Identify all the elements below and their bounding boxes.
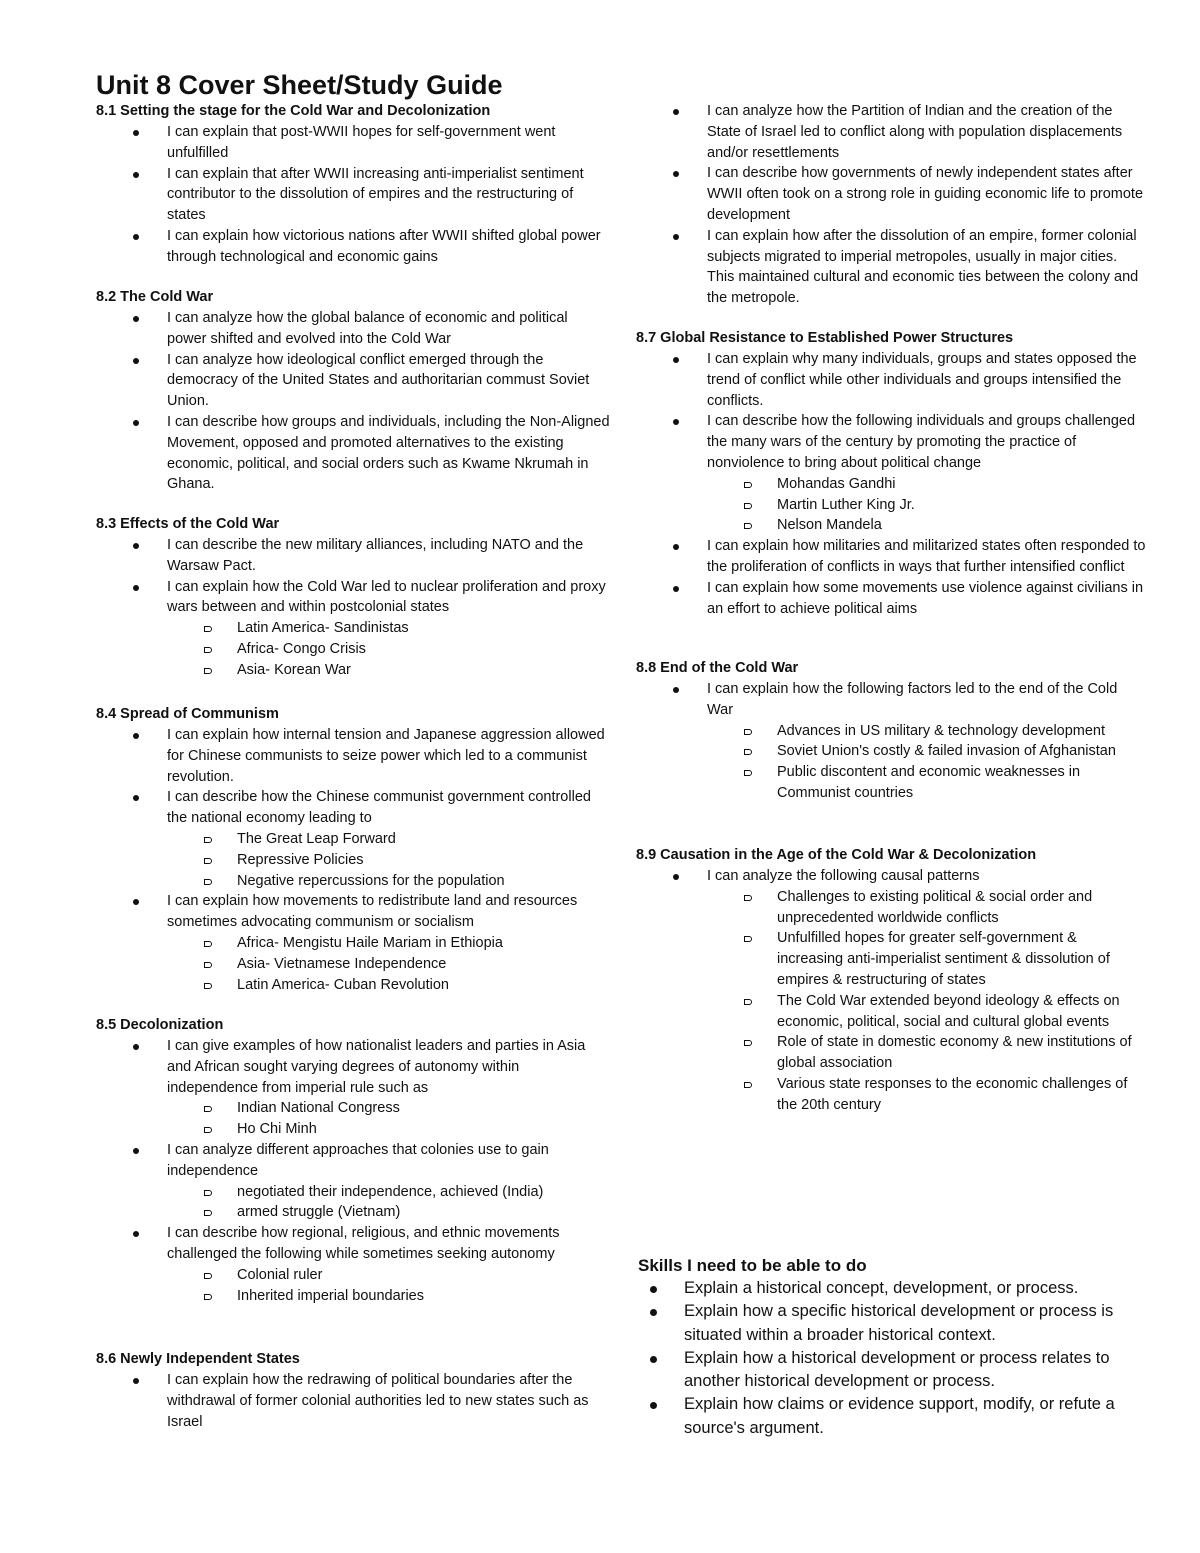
- objective-list: [636, 349, 1146, 619]
- objective-subitem: Advances in US military & technology development: [636, 721, 1146, 742]
- objective-subitem: armed struggle (Vietnam): [96, 1202, 611, 1223]
- objective-item: I can analyze different approaches that colonies use to gain independence: [96, 1140, 611, 1182]
- objective-subitem: Negative repercussions for the population: [96, 871, 611, 892]
- objective-list: [96, 535, 611, 681]
- objective-list: [636, 679, 1146, 804]
- objective-item: I can explain how internal tension and Japanese aggression allowed for Chinese communists to seize power which led to a communist revolution.: [96, 725, 611, 787]
- section-left_sections-5: [96, 1349, 611, 1432]
- section-left_sections-1: [96, 287, 611, 495]
- objective-item: I can analyze how the Partition of Indian and the creation of the State of Israel led to conflict along with population displacements and/or resettlements: [636, 101, 1146, 163]
- objective-item: I can explain how victorious nations after WWII shifted global power through technological and economic gains: [96, 226, 611, 268]
- objective-list: [96, 1036, 611, 1306]
- objective-item: I can explain that after WWII increasing anti-imperialist sentiment contributor to the dissolution of empires and the restructuring of states: [96, 164, 611, 226]
- objective-item: I can analyze how the global balance of economic and political power shifted and evolved into the Cold War: [96, 308, 611, 350]
- objective-subitem: Indian National Congress: [96, 1098, 611, 1119]
- section-heading: 8.3 Effects of the Cold War: [96, 516, 280, 532]
- objective-item: I can analyze the following causal patterns: [636, 866, 1146, 887]
- objective-item: I can explain how some movements use violence against civilians in an effort to achieve political aims: [636, 578, 1146, 620]
- section-heading: 8.2 The Cold War: [96, 289, 214, 305]
- objective-item: I can describe how the following individuals and groups challenged the many wars of the century by promoting the practice of nonviolence to bring about political change: [636, 411, 1146, 473]
- section-heading: 8.5 Decolonization: [96, 1017, 224, 1033]
- section-heading: 8.6 Newly Independent States: [96, 1351, 300, 1367]
- objective-subitem: Asia- Vietnamese Independence: [96, 954, 611, 975]
- objective-subitem: Latin America- Sandinistas: [96, 618, 611, 639]
- objective-subitem: Mohandas Gandhi: [636, 474, 1146, 495]
- objective-item: I can give examples of how nationalist leaders and parties in Asia and African sought varying degrees of autonomy within independence from imperial rule such as: [96, 1036, 611, 1098]
- objective-subitem: Ho Chi Minh: [96, 1119, 611, 1140]
- objective-subitem: Various state responses to the economic challenges of the 20th century: [636, 1074, 1146, 1116]
- objective-subitem: Inherited imperial boundaries: [96, 1286, 611, 1307]
- objective-item: I can explain how the redrawing of political boundaries after the withdrawal of former colonial authorities led to new states such as Israel: [96, 1370, 611, 1432]
- objective-subitem: Challenges to existing political & social order and unprecedented worldwide conflicts: [636, 887, 1146, 929]
- objective-item: I can describe how the Chinese communist government controlled the national economy leading to: [96, 787, 611, 829]
- objective-list: [96, 1370, 611, 1432]
- skill-item: Explain a historical concept, development, or process.: [638, 1277, 1148, 1300]
- objective-subitem: Soviet Union's costly & failed invasion of Afghanistan: [636, 741, 1146, 762]
- objective-subitem: Unfulfilled hopes for greater self-government & increasing anti-imperialist sentiment & dissolution of empires & restructuring of states: [636, 928, 1146, 990]
- objective-item: I can explain how militaries and militarized states often responded to the proliferation of conflicts in ways that further intensified conflict: [636, 536, 1146, 578]
- objective-subitem: Public discontent and economic weaknesses in Communist countries: [636, 762, 1146, 804]
- objective-list: [636, 866, 1146, 1116]
- objective-subitem: Latin America- Cuban Revolution: [96, 975, 611, 996]
- section-right_sections-2: [636, 845, 1146, 1116]
- objective-item: I can describe how groups and individuals, including the Non-Aligned Movement, opposed and promoted alternatives to the existing economic, political, and social orders such as Kwame Nkrumah in Ghana.: [96, 412, 611, 495]
- objective-subitem: Asia- Korean War: [96, 660, 611, 681]
- objective-item: I can describe how regional, religious, and ethnic movements challenged the following while sometimes seeking autonomy: [96, 1223, 611, 1265]
- objective-item: I can explain how the Cold War led to nuclear proliferation and proxy wars between and within postcolonial states: [96, 577, 611, 619]
- skill-item: Explain how a historical development or process relates to another historical development or process.: [638, 1347, 1148, 1394]
- section-left_sections-3: [96, 704, 611, 995]
- objective-item: I can describe the new military alliances, including NATO and the Warsaw Pact.: [96, 535, 611, 577]
- objective-subitem: Repressive Policies: [96, 850, 611, 871]
- objective-subitem: negotiated their independence, achieved (India): [96, 1182, 611, 1203]
- section-right_sections-1: [636, 658, 1146, 804]
- skills-heading: Skills I need to be able to do: [638, 1256, 867, 1275]
- section-heading: 8.9 Causation in the Age of the Cold War & Decolonization: [636, 847, 1037, 863]
- objective-subitem: The Cold War extended beyond ideology & effects on economic, political, social and cultural global events: [636, 991, 1146, 1033]
- objective-item: I can explain how the following factors led to the end of the Cold War: [636, 679, 1146, 721]
- section-heading: 8.1 Setting the stage for the Cold War and Decolonization: [96, 103, 491, 119]
- skill-item: Explain how claims or evidence support, modify, or refute a source's argument.: [638, 1393, 1148, 1440]
- objective-list: [636, 101, 1146, 309]
- section-heading: 8.8 End of the Cold War: [636, 660, 799, 676]
- objective-subitem: Africa- Congo Crisis: [96, 639, 611, 660]
- objective-list: [96, 122, 611, 268]
- section-left_sections-2: [96, 514, 611, 681]
- objective-subitem: Nelson Mandela: [636, 515, 1146, 536]
- page-title: Unit 8 Cover Sheet/Study Guide: [96, 70, 503, 100]
- objective-list: [96, 725, 611, 995]
- section-continuation: [636, 101, 1146, 309]
- skill-item: Explain how a specific historical development or process is situated within a broader historical context.: [638, 1300, 1148, 1347]
- objective-list: [96, 308, 611, 495]
- section-heading: 8.7 Global Resistance to Established Power Structures: [636, 330, 1014, 346]
- objective-item: I can explain how movements to redistribute land and resources sometimes advocating communism or socialism: [96, 891, 611, 933]
- objective-subitem: Role of state in domestic economy & new institutions of global association: [636, 1032, 1146, 1074]
- section-right_sections-0: [636, 328, 1146, 619]
- objective-item: I can analyze how ideological conflict emerged through the democracy of the United States and authoritarian commust Soviet Union.: [96, 350, 611, 412]
- objective-subitem: Colonial ruler: [96, 1265, 611, 1286]
- objective-subitem: The Great Leap Forward: [96, 829, 611, 850]
- objective-item: I can explain why many individuals, groups and states opposed the trend of conflict while other individuals and groups intensified the conflicts.: [636, 349, 1146, 411]
- skills-list: [638, 1277, 1148, 1440]
- objective-subitem: Martin Luther King Jr.: [636, 495, 1146, 516]
- objective-subitem: Africa- Mengistu Haile Mariam in Ethiopia: [96, 933, 611, 954]
- objective-item: I can describe how governments of newly independent states after WWII often took on a strong role in guiding economic life to promote development: [636, 163, 1146, 225]
- objective-item: I can explain how after the dissolution of an empire, former colonial subjects migrated to imperial metropoles, usually in major cities. This maintained cultural and economic ties between the colony and the metropole.: [636, 226, 1146, 309]
- section-heading: 8.4 Spread of Communism: [96, 706, 279, 722]
- section-left_sections-0: [96, 101, 611, 268]
- objective-item: I can explain that post-WWII hopes for self-government went unfulfilled: [96, 122, 611, 164]
- skills-section: [638, 1254, 1148, 1440]
- section-left_sections-4: [96, 1015, 611, 1306]
